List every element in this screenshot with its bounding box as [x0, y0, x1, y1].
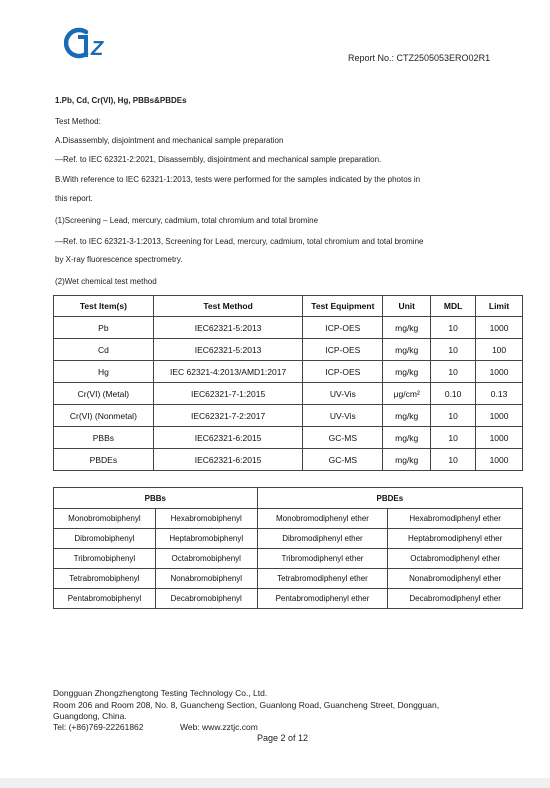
compound-cell: Octabromodiphenyl ether	[388, 549, 523, 569]
test-method-label: Test Method:	[55, 117, 101, 126]
cell-unit: μg/cm²	[383, 383, 431, 405]
cell-unit: mg/kg	[383, 427, 431, 449]
cell-equipment: GC-MS	[303, 427, 383, 449]
cell-method: IEC62321-5:2013	[153, 339, 303, 361]
cell-unit: mg/kg	[383, 361, 431, 383]
compound-cell: Dibromodiphenyl ether	[257, 529, 388, 549]
header-test-items: Test Item(s)	[54, 296, 154, 317]
cell-method: IEC 62321-4:2013/AMD1:2017	[153, 361, 303, 383]
cell-mdl: 10	[431, 317, 476, 339]
header-test-equipment: Test Equipment	[303, 296, 383, 317]
compounds-table	[53, 487, 523, 609]
compound-cell: Decabromobiphenyl	[155, 589, 257, 609]
compound-cell: Nonabromodiphenyl ether	[388, 569, 523, 589]
cell-unit: mg/kg	[383, 317, 431, 339]
compound-cell: Monobromobiphenyl	[54, 509, 156, 529]
table-row	[54, 339, 523, 361]
cell-method: IEC62321-6:2015	[153, 427, 303, 449]
report-number: Report No.: CTZ2505053ERO02R1	[348, 53, 491, 63]
test-methods-table	[53, 295, 523, 471]
compound-cell: Tribromodiphenyl ether	[257, 549, 388, 569]
compound-cell: Pentabromodiphenyl ether	[257, 589, 388, 609]
cell-equipment: GC-MS	[303, 449, 383, 471]
cell-mdl: 10	[431, 449, 476, 471]
method-a-line: A.Disassembly, disjointment and mechanical sample preparation	[55, 136, 284, 145]
header-limit: Limit	[476, 296, 523, 317]
page-number: Page 2 of 12	[257, 733, 309, 743]
header-mdl: MDL	[431, 296, 476, 317]
cell-mdl: 0.10	[431, 383, 476, 405]
footer-address-1: Room 206 and Room 208, No. 8, Guancheng Section, Guanlong Road, Guancheng Street, Dongguan,	[53, 700, 440, 710]
method-b-line-2: this report.	[55, 194, 93, 203]
method-a-reference: —Ref. to IEC 62321-2:2021, Disassembly, disjointment and mechanical sample preparation.	[55, 155, 382, 164]
compound-cell: Heptabromodiphenyl ether	[388, 529, 523, 549]
compound-cell: Decabromodiphenyl ether	[388, 589, 523, 609]
cell-limit: 1000	[476, 427, 523, 449]
footer-address-2: Guangdong, China.	[53, 711, 127, 721]
table-row	[54, 361, 523, 383]
table-header-row	[54, 488, 523, 509]
table-row	[54, 427, 523, 449]
footer-web: Web: www.zztjc.com	[180, 722, 258, 732]
cell-limit: 100	[476, 339, 523, 361]
compound-cell: Heptabromobiphenyl	[155, 529, 257, 549]
cell-mdl: 10	[431, 405, 476, 427]
footer-tel: Tel: (+86)769-22261862	[53, 722, 144, 732]
page-bottom-band	[0, 778, 550, 788]
compound-cell: Tribromobiphenyl	[54, 549, 156, 569]
compound-cell: Dibromobiphenyl	[54, 529, 156, 549]
cell-equipment: UV-Vis	[303, 405, 383, 427]
header-unit: Unit	[383, 296, 431, 317]
table-row	[54, 589, 523, 609]
cell-unit: mg/kg	[383, 405, 431, 427]
cell-mdl: 10	[431, 427, 476, 449]
cell-equipment: ICP-OES	[303, 361, 383, 383]
cell-unit: mg/kg	[383, 449, 431, 471]
cell-item: PBBs	[54, 427, 154, 449]
cell-equipment: ICP-OES	[303, 339, 383, 361]
method-b-line-1: B.With reference to IEC 62321-1:2013, tests were performed for the samples indicated by the photos in	[55, 175, 421, 184]
compound-cell: Octabromobiphenyl	[155, 549, 257, 569]
cell-mdl: 10	[431, 339, 476, 361]
compound-cell: Hexabromodiphenyl ether	[388, 509, 523, 529]
cell-method: IEC62321-5:2013	[153, 317, 303, 339]
footer-company: Dongguan Zhongzhengtong Testing Technology Co., Ltd.	[53, 688, 268, 698]
table-row	[54, 529, 523, 549]
cell-limit: 0.13	[476, 383, 523, 405]
table-row	[54, 317, 523, 339]
cell-item: Cr(VI) (Nonmetal)	[54, 405, 154, 427]
cell-equipment: UV-Vis	[303, 383, 383, 405]
compound-cell: Hexabromobiphenyl	[155, 509, 257, 529]
cell-item: Cr(VI) (Metal)	[54, 383, 154, 405]
compound-cell: Nonabromobiphenyl	[155, 569, 257, 589]
company-logo	[64, 24, 124, 64]
cell-limit: 1000	[476, 361, 523, 383]
cell-item: Hg	[54, 361, 154, 383]
cell-limit: 1000	[476, 449, 523, 471]
header-test-method: Test Method	[153, 296, 303, 317]
compound-cell: Tetrabromodiphenyl ether	[257, 569, 388, 589]
table-row	[54, 449, 523, 471]
cell-item: Cd	[54, 339, 154, 361]
cell-item: PBDEs	[54, 449, 154, 471]
compound-cell: Monobromodiphenyl ether	[257, 509, 388, 529]
table-row	[54, 383, 523, 405]
table-row	[54, 509, 523, 529]
cell-item: Pb	[54, 317, 154, 339]
screening-reference-1: —Ref. to IEC 62321-3-1:2013, Screening for Lead, mercury, cadmium, total chromium and total bromine	[55, 237, 424, 246]
compound-cell: Tetrabromobiphenyl	[54, 569, 156, 589]
cell-limit: 1000	[476, 317, 523, 339]
header-pbbs: PBBs	[54, 488, 258, 509]
cell-unit: mg/kg	[383, 339, 431, 361]
table-row	[54, 569, 523, 589]
wet-chemical-line: (2)Wet chemical test method	[55, 277, 157, 286]
header-pbdes: PBDEs	[257, 488, 522, 509]
cell-equipment: ICP-OES	[303, 317, 383, 339]
screening-reference-2: by X-ray fluorescence spectrometry.	[55, 255, 183, 264]
section-title: 1.Pb, Cd, Cr(VI), Hg, PBBs&PBDEs	[55, 96, 187, 105]
cell-method: IEC62321-7-2:2017	[153, 405, 303, 427]
svg-text:Z: Z	[91, 38, 104, 60]
table-row	[54, 405, 523, 427]
cell-limit: 1000	[476, 405, 523, 427]
table-header-row	[54, 296, 523, 317]
compound-cell: Pentabromobiphenyl	[54, 589, 156, 609]
cell-method: IEC62321-7-1:2015	[153, 383, 303, 405]
cell-mdl: 10	[431, 361, 476, 383]
screening-line: (1)Screening – Lead, mercury, cadmium, total chromium and total bromine	[55, 216, 319, 225]
table-row	[54, 549, 523, 569]
cell-method: IEC62321-6:2015	[153, 449, 303, 471]
